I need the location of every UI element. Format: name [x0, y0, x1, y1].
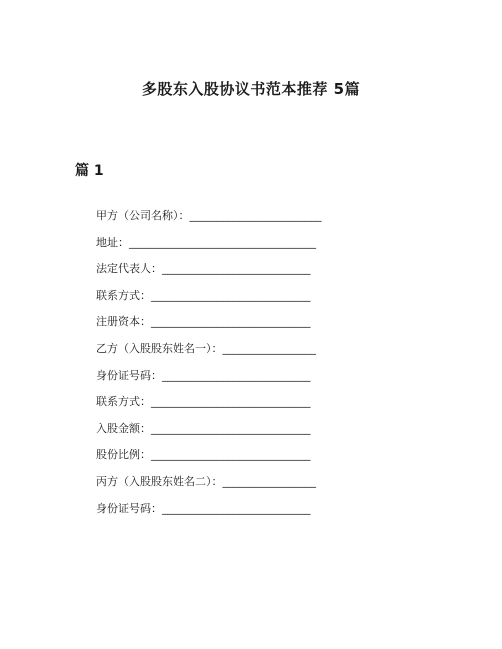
field-legal-representative: 法定代表人：___________________________ [96, 262, 311, 276]
field-address: 地址：__________________________________ [96, 235, 316, 249]
field-investment-amount: 入股金额：_____________________________ [96, 421, 311, 435]
document-title: 多股东入股协议书范本推荐 5篇 [141, 80, 361, 98]
field-contact-b: 联系方式：_____________________________ [96, 395, 311, 409]
field-party-a-company: 甲方（公司名称）：________________________ [96, 209, 322, 222]
field-party-b-name: 乙方（入股股东姓名一）：_________________ [96, 341, 316, 355]
field-contact-a: 联系方式：_____________________________ [96, 288, 311, 302]
field-id-number-b: 身份证号码：___________________________ [96, 368, 311, 382]
field-id-number-c: 身份证号码：___________________________ [96, 501, 311, 515]
section-heading: 篇 1 [75, 163, 104, 179]
contract-field-list [96, 209, 322, 528]
field-registered-capital: 注册资本：_____________________________ [96, 315, 311, 329]
field-party-c-name: 丙方（入股股东姓名二）：_________________ [96, 474, 316, 488]
field-share-ratio: 股份比例：_____________________________ [96, 448, 311, 462]
